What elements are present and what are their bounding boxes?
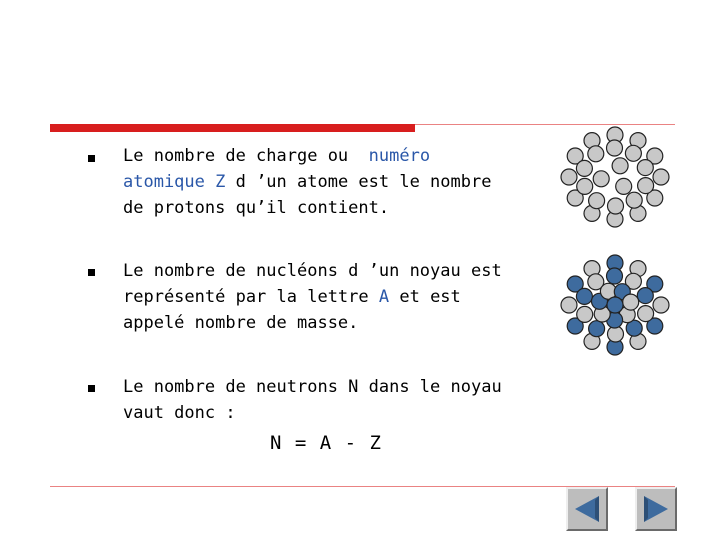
nucleus-protons-illustration	[555, 122, 675, 232]
text-line	[123, 400, 563, 426]
text-segment: de protons qu’il contient.	[123, 198, 390, 218]
next-slide-button[interactable]	[635, 487, 677, 531]
text-segment: Le nombre de charge ou	[123, 146, 369, 166]
highlighted-term: numéro	[368, 146, 431, 166]
text-segment: Le nombre de neutrons N dans le noyau	[123, 377, 502, 397]
text-segment: vaut donc :	[123, 403, 236, 423]
text-line	[123, 258, 563, 284]
highlighted-term: A	[378, 287, 390, 307]
text-line	[123, 310, 563, 336]
neutron-particle	[607, 297, 623, 313]
title-rule-thick	[50, 124, 415, 132]
proton-particle	[653, 169, 669, 185]
proton-particle	[626, 192, 642, 208]
text-line	[123, 169, 563, 195]
neutron-particle	[607, 268, 623, 284]
proton-particle	[638, 178, 654, 194]
proton-particle	[593, 171, 609, 187]
text-line	[123, 374, 563, 400]
proton-particle	[625, 145, 641, 161]
proton-particle	[577, 306, 593, 322]
bullet-text-1	[123, 143, 563, 221]
neutron-particle	[637, 288, 653, 304]
bullet-marker-3	[88, 385, 95, 392]
triangle-left-icon	[571, 493, 603, 525]
mass-number-formula: N = A - Z	[270, 432, 382, 454]
proton-particle	[589, 193, 605, 209]
highlighted-term: atomique Z	[123, 172, 226, 192]
proton-particle	[616, 178, 632, 194]
proton-particle	[561, 169, 577, 185]
proton-particle	[577, 178, 593, 194]
proton-particle	[607, 140, 623, 156]
previous-slide-button[interactable]	[566, 487, 608, 531]
proton-particle	[623, 294, 639, 310]
text-line	[123, 284, 563, 310]
proton-particle	[638, 306, 654, 322]
text-segment: Le nombre de nucléons d ’un noyau est	[123, 261, 502, 281]
neutron-particle	[589, 321, 605, 337]
text-line	[123, 143, 563, 169]
bullet-marker-1	[88, 155, 95, 162]
neutron-particle	[576, 288, 592, 304]
text-segment: appelé nombre de masse.	[123, 313, 359, 333]
proton-particle	[612, 158, 628, 174]
bullet-marker-2	[88, 269, 95, 276]
proton-particle	[637, 160, 653, 176]
bullet-text-3	[123, 374, 563, 426]
proton-particle	[561, 297, 577, 313]
proton-particle	[576, 160, 592, 176]
nucleus-nucleons-illustration	[555, 250, 675, 360]
text-segment: d ’un atome est le nombre	[225, 172, 492, 192]
text-segment: et est	[389, 287, 461, 307]
proton-particle	[653, 297, 669, 313]
proton-particle	[588, 146, 604, 162]
proton-particle	[608, 198, 624, 214]
text-line	[123, 195, 563, 221]
text-segment: représenté par la lettre	[123, 287, 379, 307]
triangle-right-icon	[640, 493, 672, 525]
bullet-text-2	[123, 258, 563, 336]
